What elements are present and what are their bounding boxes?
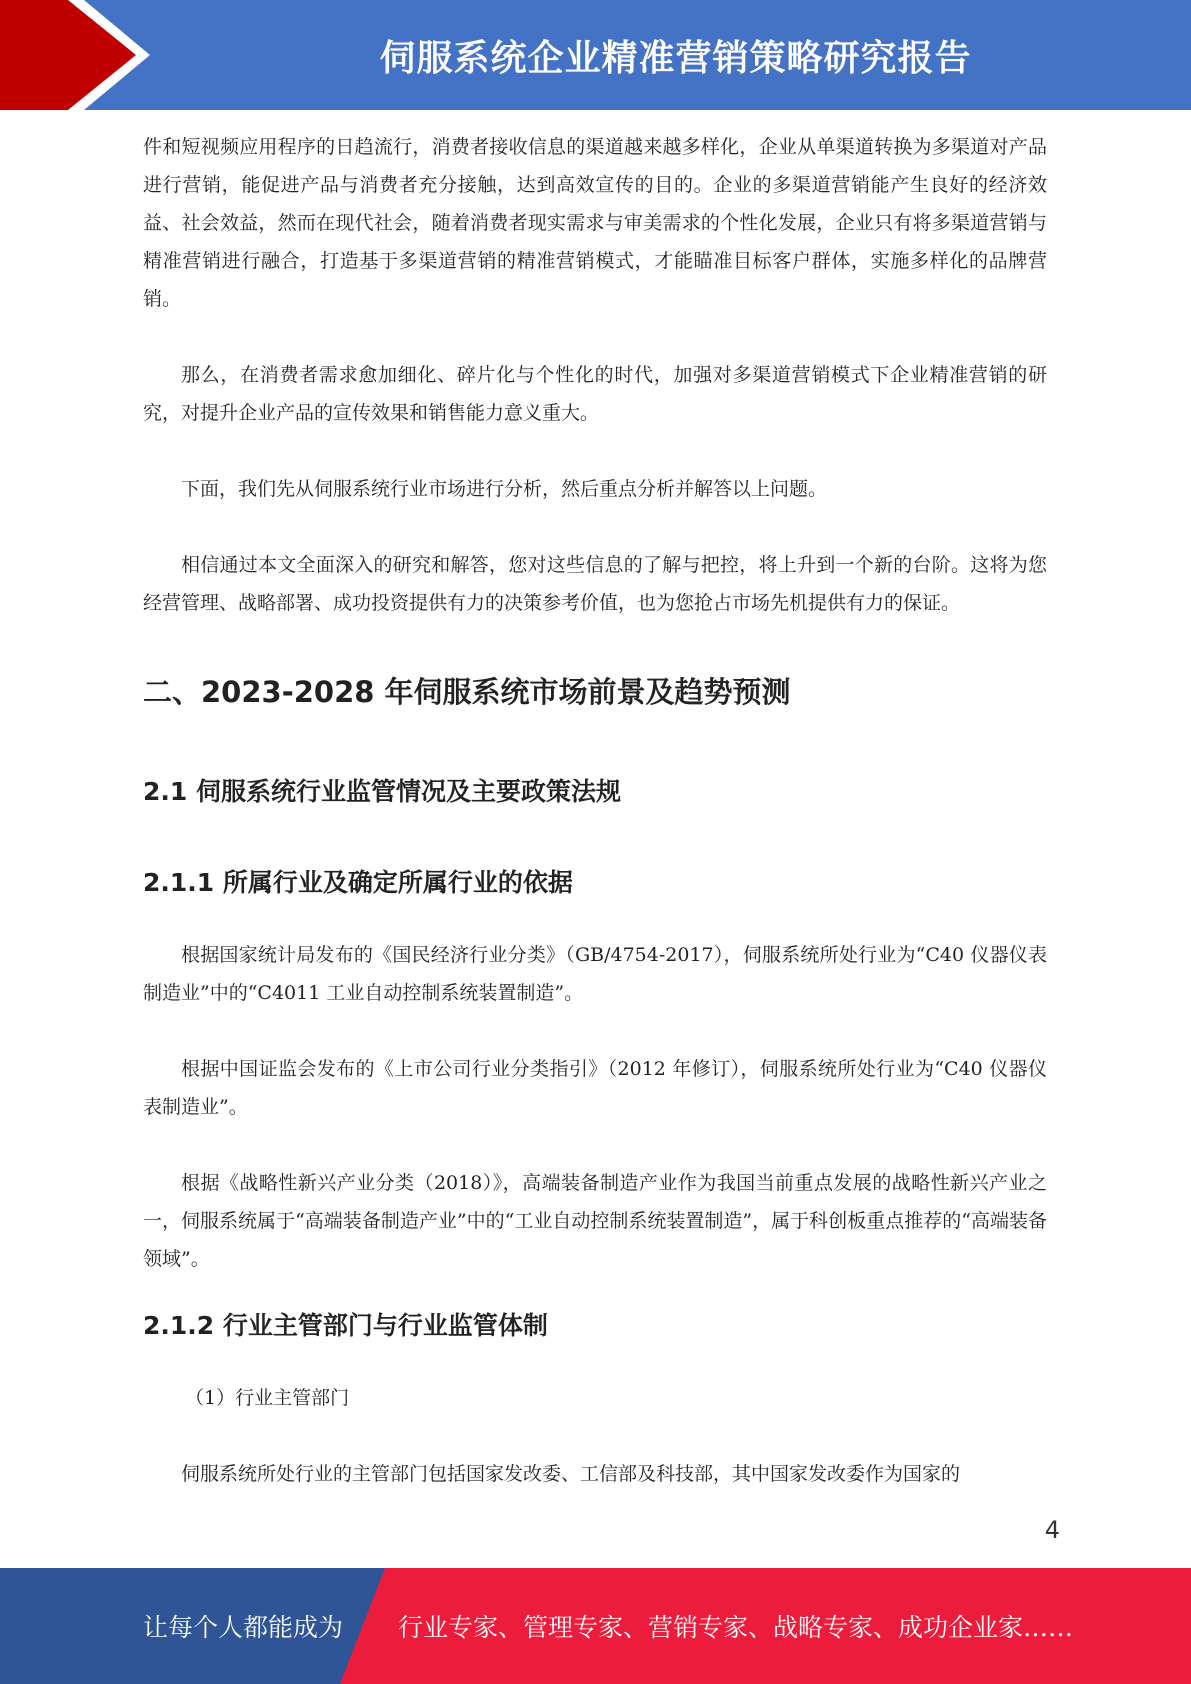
page-number: 4: [1044, 1516, 1060, 1544]
header-chevron-arrow: [0, 0, 136, 110]
body-paragraph: 根据《战略性新兴产业分类（2018）》，高端装备制造产业作为我国当前重点发展的战略性新兴产业之一，伺服系统属于“高端装备制造产业”中的“工业自动控制系统装置制造”，属于科创板重点推荐的“高端装备领域”。: [143, 1172, 1047, 1270]
report-title: 伺服系统企业精准营销策略研究报告: [379, 37, 972, 79]
document-body: [143, 128, 1047, 1493]
list-item-label: （1）行业主管部门: [185, 1387, 350, 1409]
subsection-heading-2-1: 2.1 伺服系统行业监管情况及主要政策法规: [143, 777, 621, 806]
intro-paragraph-continued: 件和短视频应用程序的日趋流行，消费者接收信息的渠道越来越多样化，企业从单渠道转换为多渠道对产品进行营销，能促进产品与消费者充分接触，达到高效宣传的目的。企业的多渠道营销能产生良好的经济效益、社会效益，然而在现代社会，随着消费者现实需求与审美需求的个性化发展，企业只有将多渠道营销与精准营销进行融合，打造基于多渠道营销的精准营销模式，才能瞄准目标客户群体，实施多样化的品牌营销。: [143, 136, 1047, 310]
section-heading-2: 二、2023-2028 年伺服系统市场前景及趋势预测: [143, 675, 791, 709]
subsection-heading-2-1-1: 2.1.1 所属行业及确定所属行业的依据: [143, 868, 573, 897]
page-header: [0, 0, 1191, 110]
intro-paragraph: 那么，在消费者需求愈加细化、碎片化与个性化的时代，加强对多渠道营销模式下企业精准营销的研究，对提升企业产品的宣传效果和销售能力意义重大。: [143, 364, 1047, 424]
subsection-heading-2-1-2: 2.1.2 行业主管部门与行业监管体制: [143, 1311, 548, 1340]
footer-slogan-right: 行业专家、管理专家、营销专家、战略专家、成功企业家……: [398, 1613, 1074, 1642]
footer-slogan-left: 让每个人都能成为: [143, 1613, 344, 1642]
body-paragraph: 根据中国证监会发布的《上市公司行业分类指引》（2012 年修订），伺服系统所处行业为“C40 仪器仪表制造业”。: [143, 1058, 1047, 1118]
intro-paragraph: 下面，我们先从伺服系统行业市场进行分析，然后重点分析并解答以上问题。: [181, 478, 828, 500]
page-footer: [0, 1568, 1191, 1684]
body-paragraph: 伺服系统所处行业的主管部门包括国家发改委、工信部及科技部，其中国家发改委作为国家的: [181, 1463, 961, 1485]
intro-paragraph: 相信通过本文全面深入的研究和解答，您对这些信息的了解与把控，将上升到一个新的台阶。这将为您经营管理、战略部署、成功投资提供有力的决策参考价值，也为您抢占市场先机提供有力的保证。: [143, 554, 1047, 614]
body-paragraph: 根据国家统计局发布的《国民经济行业分类》（GB/4754-2017），伺服系统所处行业为“C40 仪器仪表制造业”中的“C4011 工业自动控制系统装置制造”。: [143, 944, 1047, 1004]
